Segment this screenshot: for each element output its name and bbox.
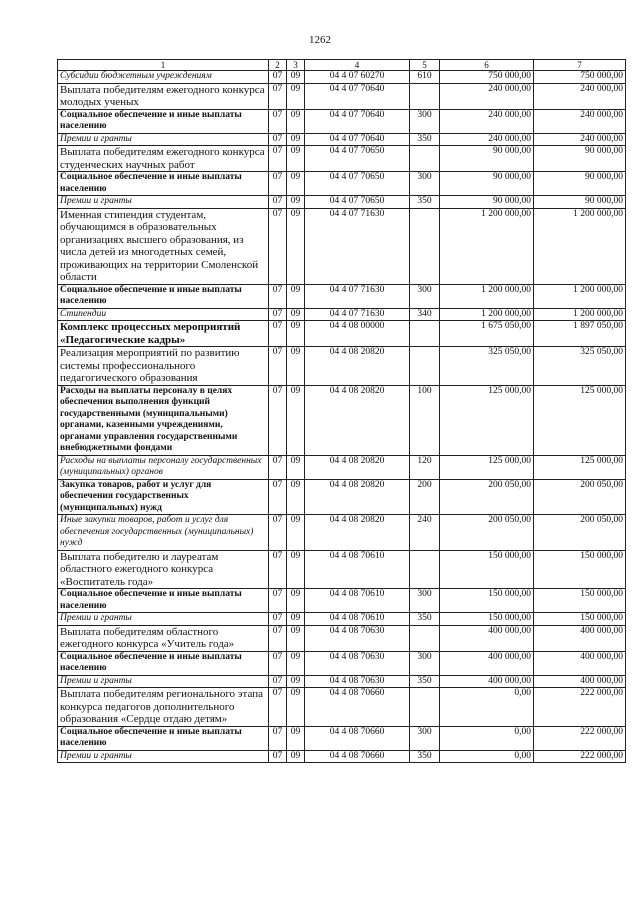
table-row bbox=[58, 651, 626, 675]
row-description: Социальное обеспечение и иные выплаты населению bbox=[58, 589, 269, 613]
section-code: 07 bbox=[269, 385, 287, 455]
target-article-code: 04 4 07 70650 bbox=[305, 196, 410, 209]
table-row bbox=[58, 208, 626, 284]
target-article-code: 04 4 08 20820 bbox=[305, 455, 410, 479]
row-description: Социальное обеспечение и иные выплаты населению bbox=[58, 651, 269, 675]
amount-year-2: 1 200 000,00 bbox=[534, 308, 626, 321]
subsection-code: 09 bbox=[287, 284, 305, 308]
amount-year-1: 400 000,00 bbox=[440, 675, 534, 688]
subsection-code: 09 bbox=[287, 515, 305, 551]
amount-year-2: 222 000,00 bbox=[534, 688, 626, 727]
section-code: 07 bbox=[269, 347, 287, 386]
amount-year-1: 0,00 bbox=[440, 750, 534, 763]
subsection-code: 09 bbox=[287, 146, 305, 172]
table-row bbox=[58, 321, 626, 347]
target-article-code: 04 4 07 70640 bbox=[305, 109, 410, 133]
section-code: 07 bbox=[269, 172, 287, 196]
section-code: 07 bbox=[269, 321, 287, 347]
section-code: 07 bbox=[269, 625, 287, 651]
row-description: Реализация мероприятий по развитию системы профессионального педагогического образования bbox=[58, 347, 269, 386]
budget-table bbox=[57, 59, 626, 763]
section-code: 07 bbox=[269, 613, 287, 626]
table-row bbox=[58, 146, 626, 172]
row-description: Премии и гранты bbox=[58, 675, 269, 688]
row-description: Социальное обеспечение и иные выплаты населению bbox=[58, 284, 269, 308]
expense-type-code bbox=[410, 550, 440, 589]
section-code: 07 bbox=[269, 726, 287, 750]
column-header: 6 bbox=[440, 60, 534, 71]
row-description: Именная стипендия студентам, обучающимся в образовательных организациях высшего образования, из числа детей из многодетных семей, проживающих на территории Смоленской области bbox=[58, 208, 269, 284]
table-row bbox=[58, 133, 626, 146]
target-article-code: 04 4 08 70630 bbox=[305, 625, 410, 651]
table-row bbox=[58, 71, 626, 84]
amount-year-2: 150 000,00 bbox=[534, 550, 626, 589]
table-row bbox=[58, 347, 626, 386]
target-article-code: 04 4 07 70640 bbox=[305, 83, 410, 109]
amount-year-2: 240 000,00 bbox=[534, 109, 626, 133]
section-code: 07 bbox=[269, 589, 287, 613]
amount-year-1: 0,00 bbox=[440, 688, 534, 727]
subsection-code: 09 bbox=[287, 109, 305, 133]
subsection-code: 09 bbox=[287, 688, 305, 727]
amount-year-2: 240 000,00 bbox=[534, 83, 626, 109]
row-description: Премии и гранты bbox=[58, 196, 269, 209]
expense-type-code: 300 bbox=[410, 172, 440, 196]
target-article-code: 04 4 08 70630 bbox=[305, 675, 410, 688]
subsection-code: 09 bbox=[287, 625, 305, 651]
target-article-code: 04 4 08 20820 bbox=[305, 385, 410, 455]
amount-year-2: 400 000,00 bbox=[534, 651, 626, 675]
section-code: 07 bbox=[269, 284, 287, 308]
section-code: 07 bbox=[269, 196, 287, 209]
subsection-code: 09 bbox=[287, 455, 305, 479]
subsection-code: 09 bbox=[287, 651, 305, 675]
section-code: 07 bbox=[269, 750, 287, 763]
subsection-code: 09 bbox=[287, 675, 305, 688]
section-code: 07 bbox=[269, 133, 287, 146]
subsection-code: 09 bbox=[287, 308, 305, 321]
amount-year-2: 400 000,00 bbox=[534, 625, 626, 651]
column-header: 3 bbox=[287, 60, 305, 71]
row-description: Иные закупки товаров, работ и услуг для обеспечения государственных (муниципальных) нужд bbox=[58, 515, 269, 551]
row-description: Расходы на выплаты персоналу в целях обеспечения выполнения функций государственными (муниципальными) органами, казенными учреждениями, органами управления государственными внебюджетными фондами bbox=[58, 385, 269, 455]
expense-type-code: 300 bbox=[410, 284, 440, 308]
table-row bbox=[58, 308, 626, 321]
subsection-code: 09 bbox=[287, 613, 305, 626]
amount-year-1: 90 000,00 bbox=[440, 196, 534, 209]
table-row bbox=[58, 284, 626, 308]
amount-year-2: 222 000,00 bbox=[534, 726, 626, 750]
table-row bbox=[58, 479, 626, 515]
amount-year-1: 150 000,00 bbox=[440, 550, 534, 589]
row-description: Выплата победителям областного ежегодного конкурса «Учитель года» bbox=[58, 625, 269, 651]
expense-type-code: 350 bbox=[410, 196, 440, 209]
table-row bbox=[58, 109, 626, 133]
amount-year-2: 325 050,00 bbox=[534, 347, 626, 386]
amount-year-2: 90 000,00 bbox=[534, 172, 626, 196]
table-row bbox=[58, 83, 626, 109]
expense-type-code: 350 bbox=[410, 133, 440, 146]
amount-year-2: 1 200 000,00 bbox=[534, 284, 626, 308]
expense-type-code: 120 bbox=[410, 455, 440, 479]
amount-year-1: 200 050,00 bbox=[440, 479, 534, 515]
table-row bbox=[58, 675, 626, 688]
expense-type-code bbox=[410, 208, 440, 284]
expense-type-code: 300 bbox=[410, 651, 440, 675]
amount-year-1: 1 200 000,00 bbox=[440, 308, 534, 321]
subsection-code: 09 bbox=[287, 550, 305, 589]
table-row bbox=[58, 196, 626, 209]
subsection-code: 09 bbox=[287, 196, 305, 209]
table-row bbox=[58, 172, 626, 196]
row-description: Выплата победителям ежегодного конкурса студенческих научных работ bbox=[58, 146, 269, 172]
table-row bbox=[58, 550, 626, 589]
amount-year-2: 200 050,00 bbox=[534, 515, 626, 551]
expense-type-code: 340 bbox=[410, 308, 440, 321]
amount-year-1: 0,00 bbox=[440, 726, 534, 750]
section-code: 07 bbox=[269, 479, 287, 515]
section-code: 07 bbox=[269, 83, 287, 109]
amount-year-2: 240 000,00 bbox=[534, 133, 626, 146]
table-row bbox=[58, 455, 626, 479]
amount-year-1: 240 000,00 bbox=[440, 83, 534, 109]
expense-type-code: 200 bbox=[410, 479, 440, 515]
amount-year-2: 1 897 050,00 bbox=[534, 321, 626, 347]
table-row bbox=[58, 688, 626, 727]
section-code: 07 bbox=[269, 688, 287, 727]
expense-type-code bbox=[410, 146, 440, 172]
section-code: 07 bbox=[269, 208, 287, 284]
section-code: 07 bbox=[269, 146, 287, 172]
subsection-code: 09 bbox=[287, 726, 305, 750]
target-article-code: 04 4 07 70650 bbox=[305, 146, 410, 172]
amount-year-2: 125 000,00 bbox=[534, 385, 626, 455]
expense-type-code: 610 bbox=[410, 71, 440, 84]
section-code: 07 bbox=[269, 71, 287, 84]
row-description: Выплата победителю и лауреатам областного ежегодного конкурса «Воспитатель года» bbox=[58, 550, 269, 589]
amount-year-2: 200 050,00 bbox=[534, 479, 626, 515]
subsection-code: 09 bbox=[287, 172, 305, 196]
amount-year-1: 400 000,00 bbox=[440, 625, 534, 651]
expense-type-code: 350 bbox=[410, 675, 440, 688]
amount-year-2: 150 000,00 bbox=[534, 589, 626, 613]
table-row bbox=[58, 589, 626, 613]
row-description: Социальное обеспечение и иные выплаты населению bbox=[58, 726, 269, 750]
target-article-code: 04 4 07 70640 bbox=[305, 133, 410, 146]
amount-year-2: 150 000,00 bbox=[534, 613, 626, 626]
amount-year-1: 90 000,00 bbox=[440, 172, 534, 196]
section-code: 07 bbox=[269, 550, 287, 589]
expense-type-code: 240 bbox=[410, 515, 440, 551]
amount-year-1: 1 200 000,00 bbox=[440, 284, 534, 308]
subsection-code: 09 bbox=[287, 208, 305, 284]
column-header: 1 bbox=[58, 60, 269, 71]
row-description: Комплекс процессных мероприятий «Педагогические кадры» bbox=[58, 321, 269, 347]
expense-type-code bbox=[410, 321, 440, 347]
amount-year-2: 1 200 000,00 bbox=[534, 208, 626, 284]
subsection-code: 09 bbox=[287, 385, 305, 455]
section-code: 07 bbox=[269, 455, 287, 479]
amount-year-1: 150 000,00 bbox=[440, 589, 534, 613]
row-description: Социальное обеспечение и иные выплаты населению bbox=[58, 172, 269, 196]
expense-type-code bbox=[410, 625, 440, 651]
target-article-code: 04 4 08 70660 bbox=[305, 726, 410, 750]
subsection-code: 09 bbox=[287, 321, 305, 347]
section-code: 07 bbox=[269, 109, 287, 133]
expense-type-code: 300 bbox=[410, 589, 440, 613]
column-header: 4 bbox=[305, 60, 410, 71]
target-article-code: 04 4 07 70650 bbox=[305, 172, 410, 196]
target-article-code: 04 4 07 71630 bbox=[305, 208, 410, 284]
column-header: 7 bbox=[534, 60, 626, 71]
expense-type-code bbox=[410, 688, 440, 727]
expense-type-code bbox=[410, 83, 440, 109]
section-code: 07 bbox=[269, 308, 287, 321]
subsection-code: 09 bbox=[287, 589, 305, 613]
column-header: 5 bbox=[410, 60, 440, 71]
expense-type-code: 300 bbox=[410, 109, 440, 133]
subsection-code: 09 bbox=[287, 133, 305, 146]
subsection-code: 09 bbox=[287, 750, 305, 763]
table-row bbox=[58, 625, 626, 651]
amount-year-1: 240 000,00 bbox=[440, 109, 534, 133]
amount-year-1: 90 000,00 bbox=[440, 146, 534, 172]
amount-year-1: 150 000,00 bbox=[440, 613, 534, 626]
amount-year-2: 125 000,00 bbox=[534, 455, 626, 479]
section-code: 07 bbox=[269, 515, 287, 551]
row-description: Выплата победителям ежегодного конкурса молодых ученых bbox=[58, 83, 269, 109]
amount-year-1: 1 200 000,00 bbox=[440, 208, 534, 284]
target-article-code: 04 4 08 20820 bbox=[305, 347, 410, 386]
row-description: Социальное обеспечение и иные выплаты населению bbox=[58, 109, 269, 133]
row-description: Выплата победителям регионального этапа конкурса педагогов дополнительного образования «Сердце отдаю детям» bbox=[58, 688, 269, 727]
row-description: Премии и гранты bbox=[58, 133, 269, 146]
table-row bbox=[58, 613, 626, 626]
target-article-code: 04 4 08 70610 bbox=[305, 550, 410, 589]
target-article-code: 04 4 08 70660 bbox=[305, 750, 410, 763]
subsection-code: 09 bbox=[287, 83, 305, 109]
target-article-code: 04 4 07 71630 bbox=[305, 284, 410, 308]
table-body bbox=[58, 71, 626, 763]
target-article-code: 04 4 08 20820 bbox=[305, 515, 410, 551]
amount-year-1: 240 000,00 bbox=[440, 133, 534, 146]
target-article-code: 04 4 08 70660 bbox=[305, 688, 410, 727]
table-header-row bbox=[58, 60, 626, 71]
row-description: Премии и гранты bbox=[58, 750, 269, 763]
amount-year-1: 325 050,00 bbox=[440, 347, 534, 386]
target-article-code: 04 4 07 71630 bbox=[305, 308, 410, 321]
target-article-code: 04 4 07 60270 bbox=[305, 71, 410, 84]
amount-year-1: 125 000,00 bbox=[440, 385, 534, 455]
amount-year-1: 200 050,00 bbox=[440, 515, 534, 551]
target-article-code: 04 4 08 70630 bbox=[305, 651, 410, 675]
column-header: 2 bbox=[269, 60, 287, 71]
table-row bbox=[58, 726, 626, 750]
target-article-code: 04 4 08 00000 bbox=[305, 321, 410, 347]
expense-type-code bbox=[410, 347, 440, 386]
table-row bbox=[58, 515, 626, 551]
row-description: Закупка товаров, работ и услуг для обеспечения государственных (муниципальных) нужд bbox=[58, 479, 269, 515]
subsection-code: 09 bbox=[287, 71, 305, 84]
row-description: Стипендии bbox=[58, 308, 269, 321]
amount-year-2: 90 000,00 bbox=[534, 196, 626, 209]
row-description: Расходы на выплаты персоналу государственных (муниципальных) органов bbox=[58, 455, 269, 479]
subsection-code: 09 bbox=[287, 479, 305, 515]
amount-year-2: 400 000,00 bbox=[534, 675, 626, 688]
table-row bbox=[58, 750, 626, 763]
page-number: 1262 bbox=[309, 34, 331, 46]
section-code: 07 bbox=[269, 675, 287, 688]
target-article-code: 04 4 08 70610 bbox=[305, 613, 410, 626]
amount-year-2: 750 000,00 bbox=[534, 71, 626, 84]
expense-type-code: 350 bbox=[410, 750, 440, 763]
amount-year-1: 750 000,00 bbox=[440, 71, 534, 84]
amount-year-2: 222 000,00 bbox=[534, 750, 626, 763]
section-code: 07 bbox=[269, 651, 287, 675]
expense-type-code: 350 bbox=[410, 613, 440, 626]
row-description: Субсидии бюджетным учреждениям bbox=[58, 71, 269, 84]
expense-type-code: 100 bbox=[410, 385, 440, 455]
target-article-code: 04 4 08 70610 bbox=[305, 589, 410, 613]
row-description: Премии и гранты bbox=[58, 613, 269, 626]
table-row bbox=[58, 385, 626, 455]
amount-year-1: 125 000,00 bbox=[440, 455, 534, 479]
target-article-code: 04 4 08 20820 bbox=[305, 479, 410, 515]
amount-year-2: 90 000,00 bbox=[534, 146, 626, 172]
amount-year-1: 400 000,00 bbox=[440, 651, 534, 675]
amount-year-1: 1 675 050,00 bbox=[440, 321, 534, 347]
subsection-code: 09 bbox=[287, 347, 305, 386]
expense-type-code: 300 bbox=[410, 726, 440, 750]
